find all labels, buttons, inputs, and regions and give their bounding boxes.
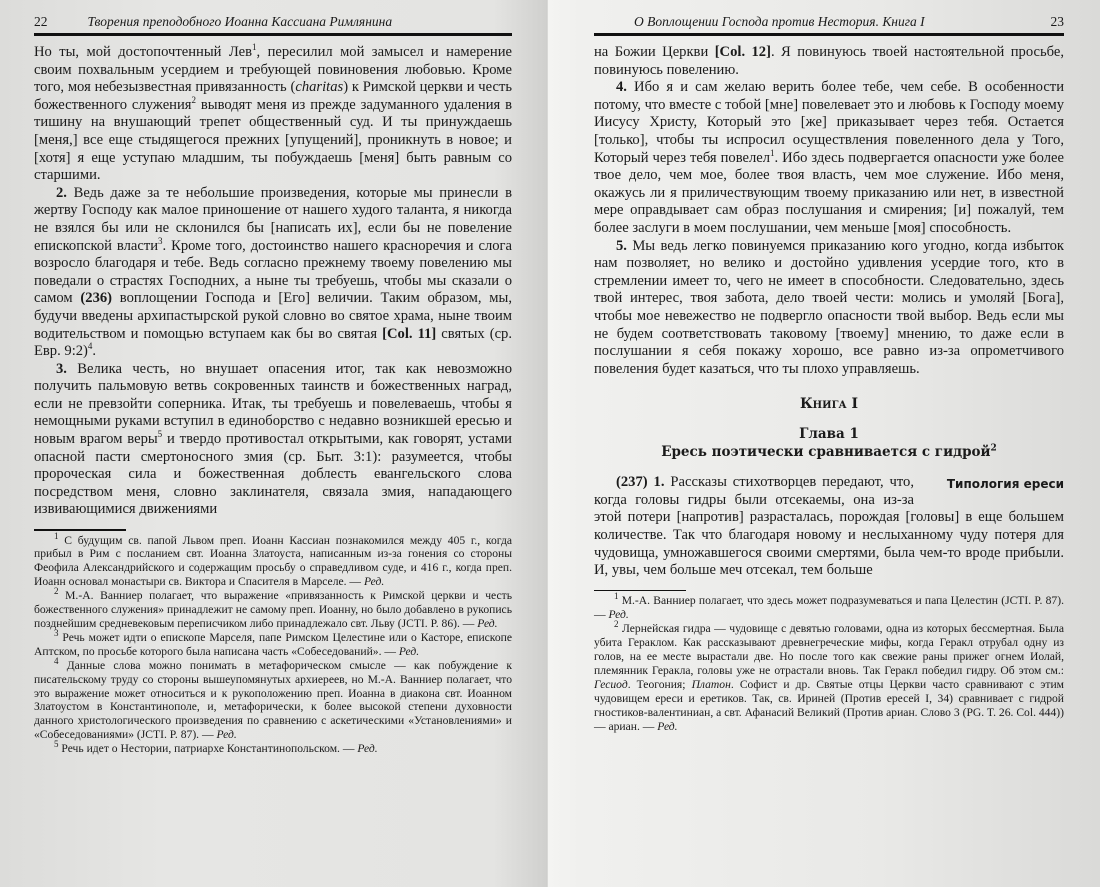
column-marker: [Col. 11] (382, 325, 437, 342)
footnote-ref[interactable]: 2 (191, 94, 197, 105)
section-number: (237) 1. (616, 474, 665, 491)
text: воплощении Господа и [Его] величии. Таким образом, мы, будучи введены архипастырской рукой словно во святое храма, ныне твоим водительством и помощью вступаем как бы во святая (34, 290, 512, 342)
footnote-1 (594, 591, 1064, 622)
text: . Я повинуюсь твоей настоятельной просьбе, повинуюсь повелению. (594, 44, 1064, 78)
footnote-ref[interactable]: 4 (87, 341, 93, 352)
footnote-text: Лернейская гидра — чудовище с девятью головами, одна из которых бессмертная. Была убита Гераклом. Как рассказывают древнегреческие мифы, когда Геракл отрубал одну из голов, на ее месте вырастали две. Но после того как свежие раны прижег огнем Иолай, племянник Геракла, головы уже не отрастали вновь. Так Геракл победил гидру. Об этом см.: (594, 622, 1064, 677)
paragraph-1 (34, 44, 512, 185)
footnote-ref[interactable]: 2 (990, 443, 997, 454)
right-footnotes (594, 591, 1065, 733)
right-body-text (594, 44, 1064, 378)
section-paragraph (594, 474, 1064, 580)
section-1 (594, 474, 1064, 580)
footnote-mark: 1 (54, 530, 59, 541)
author-name: Платон (691, 677, 731, 691)
footnote-text: . Теогония; (627, 677, 692, 691)
footnote-mark: 2 (54, 586, 59, 597)
editor-mark: Ред. (216, 728, 237, 742)
footnote-1 (34, 530, 512, 590)
paragraph-3 (34, 361, 512, 519)
footnote-mark: 3 (54, 628, 59, 639)
editor-mark: Ред. (477, 616, 498, 630)
paragraph-number: 3. (56, 360, 67, 377)
text: Ибо я и сам желаю верить более тебе, чем себе. В особенности потому, что вместе с тобой [мне] повелевает это и любовь к Господу моему Иисусу Христу, Который это [же] приказывает через тебя. Остается [только], чтобы ты испросил осуществления повеленного дела у Того, Который через тебя повелел (594, 79, 1064, 166)
text: Рассказы стихотворцев передают, что, когда головы гидры были отсекаемы, она из-за этой потери [напротив] разрасталась, порождая [головы] в еще большем количестве. Так что благодаря новому и неслыханному чуду потеря для чудовища, умножавшегося своими смертями, была чем-то вроде прибыли. И, увы, чем больше меч отсекал, тем больше (594, 474, 1064, 579)
footnote-2 (34, 586, 512, 631)
footnote-ref[interactable]: 5 (157, 429, 163, 440)
column-marker: [Col. 12] (714, 44, 771, 60)
left-page (0, 0, 548, 887)
editor-mark: Ред. (357, 742, 378, 756)
footnote-5 (34, 739, 512, 756)
text: Но ты, мой достопочтенный Лев (34, 44, 253, 60)
margin-note: Типология ереси (946, 477, 1064, 492)
footnote-ref[interactable]: 3 (158, 235, 163, 246)
footnote-mark: 4 (54, 655, 59, 666)
right-running-header (594, 14, 1064, 36)
footnote-3 (34, 628, 512, 659)
editor-mark: Ред. (608, 608, 629, 622)
right-running-title: О Воплощении Господа против Нестория. Книга I (634, 14, 925, 29)
footnote-text: С будущим св. папой Львом преп. Иоанн Кассиан познакомился между 405 г., когда прибыл в Рим с посланием свт. Иоанна Златоуста, написанным из-за гонения со стороны Феофила Александрийского и содержащим просьбу о справедливом суде, и 416 г., когда преп. Иоанн основал монастыри св. Виктора и Спасителя в Марселе. — (34, 533, 512, 589)
text: . Кроме того, достоинство нашего красноречия и слога возросло благодаря и тебе. Ведь согласно прежнему твоему повелению мы поведали о страстях Господних, а ныне ты требуешь, чтобы мы сказали о самом (34, 237, 512, 307)
footnote-4 (34, 655, 512, 742)
footnote-mark: 5 (54, 739, 59, 750)
chapter-heading: Глава 1 (799, 426, 859, 443)
paragraph-2 (34, 185, 512, 361)
left-page-number: 22 (34, 14, 48, 29)
text: Велика честь, но внушает опасения итог, так как невозможно получить пальмовую ветвь сокровенных таинств и божественных наград, если не превзойти соперника. Итак, ты требуешь и повелеваешь, чтобы я немощными руками вступил в единоборство с недавно возникшей ересью и новым врагом веры (34, 360, 512, 448)
footnote-text: Данные слова можно понимать в метафорическом смысле — как побуждение к писательскому труду со стороны вышеупомянутых архиереев, но М.-А. Ванниер полагает, что это выражение может относиться и к рукоположению преп. Иоанна в диакона свт. Иоанном Златоустом в Константинополе, и, метафорически, к более высокой степени духовности данного христологического произведения по сравнению с аскетическими «Установлениями» и «Собеседованиями» (JCTI. P. 87). — (34, 658, 512, 742)
footnote-text: М.-А. Ванниер полагает, что выражение «привязанность к Римской церкви и честь божественного служения» принадлежит не самому преп. Иоанну, но было добавлено в рукопись позднейшим средневековым переписчиком либо принадлежало свт. Льву (JCTI. P. 86). — (34, 589, 512, 630)
text: Мы ведь легко повинуемся приказанию кого угодно, когда избыток нам позволяет, но велико и достойно удивления усердие того, кто в стремлении имеет то, чего не имеет в способности. Следовательно, здесь твой интерес, твоя забота, дело твоей чести: молись и умоляй [Бога], чтобы мое невежество не подвергло опасности твой выбор. Ведь если мы не будем соответствовать таковому [твоему] мнению, то даже если в послушании я себя покажу хорошо, все равно из-за опрометчивого повеления будет казаться, что ты плохо управляешь. (594, 237, 1064, 377)
paragraph-number: 5. (616, 237, 627, 254)
right-page (548, 0, 1100, 887)
text: . Ибо здесь подвергается опасности уже более твое дело, чем мое, более твоя власть, чем мое служение. Ибо меня, окажусь ли я приличествующим твоему приказанию или нет, в известной мере оправдывает сам образ послушания и смирения; [и] пожалуй, тем более заслуги в моем послушании, чем меньше [моя] способность. (594, 149, 1065, 236)
left-running-header (34, 14, 512, 36)
left-running-title: Творения преподобного Иоанна Кассиана Римлянина (87, 14, 393, 29)
footnote-text: М.-А. Ванниер полагает, что здесь может подразумеваться и папа Целестин (JCTI. P. 87). — (594, 594, 1064, 622)
text: и твердо противостал открытыми, как говорят, устами опасной пасти смертоносного змия (ср. Быт. 3:1): разумеется, чтобы пророческая сила и божественная доблесть евангельского слова посредством меня, словно заклинателя, связала змия, нападающего извивающимися движениями (34, 431, 512, 518)
chapter-title (594, 444, 1064, 460)
latin-term: charitas (295, 79, 344, 96)
footnote-mark: 1 (614, 591, 619, 602)
text: святых (ср. Евр. 9:2) (34, 325, 513, 360)
paragraph-5 (594, 238, 1064, 379)
editor-mark: Ред. (363, 575, 385, 589)
left-footnotes (34, 530, 512, 757)
footnote-mark: 2 (614, 619, 619, 630)
footnote-ref[interactable]: 1 (770, 147, 775, 158)
paragraph-4 (594, 79, 1064, 237)
author-name: Гесиод (594, 677, 628, 691)
book-heading: Книга I (799, 396, 859, 413)
left-footnote-rule (34, 529, 126, 531)
text: на Божии Церкви (594, 44, 715, 60)
footnote-text: . Софист и др. Святые отцы Церкви часто сравнивают с этим чудовищем ереси и еретиков. Так, св. Ириней (Против ересей I, 34) сравнивает с гидрой гностиков-валентиниан, а свт. Афанасий Великий (Против ариан. Слово 3 (PG. T. 26. Col. 444)) — ариан. — (594, 677, 1065, 733)
editor-mark: Ред. (657, 719, 678, 733)
text: , пересилил мой замысел и намерение своим похвальным усердием и требующей повиновения любовью. Кроме того, моя небезызвестная привязанность ( (34, 44, 513, 96)
paragraph-number: 4. (616, 79, 627, 96)
footnote-text: Речь идет о Нестории, патриархе Константинопольском. — (58, 742, 358, 756)
footnote-text: Речь может идти о епископе Марселя, папе Римском Целестине или о Касторе, епископе Аптском, по просьбе которого была написана часть «Собеседований». — (34, 630, 512, 658)
paragraph-continued (594, 44, 1064, 79)
footnote-ref[interactable]: 1 (252, 42, 257, 53)
editor-mark: Ред. (398, 644, 420, 658)
paragraph-number: 2. (56, 184, 67, 201)
footnote-2 (594, 619, 1065, 733)
column-marker: (236) (80, 290, 113, 307)
text: Ведь даже за те небольшие произведения, которые мы принесли в жертву Господу как малое приношение от нашего худого таланта, я никогда не взялся бы или не склонился бы [написать их], если бы не повеление епископской власти (34, 184, 512, 254)
left-body-text (34, 44, 512, 519)
text: выводят меня из прежде задуманного удаления в тишину на внушающий трепет общественный суд. И ты принуждаешь [меня,] все еще стыдящегося прежних [упущений], проникнуть в новое; и [хотя] я еще уступаю младшим, ты побуждаешь [меня] быть равным со старшими. (34, 96, 512, 184)
text: . (92, 343, 97, 360)
chapter-title-text: Ересь поэтически сравнивается с гидрой (661, 444, 991, 461)
right-page-number: 23 (1050, 14, 1064, 29)
text: ) к Римской церкви и честь божественного служения (34, 79, 512, 113)
right-footnote-rule (594, 590, 686, 592)
